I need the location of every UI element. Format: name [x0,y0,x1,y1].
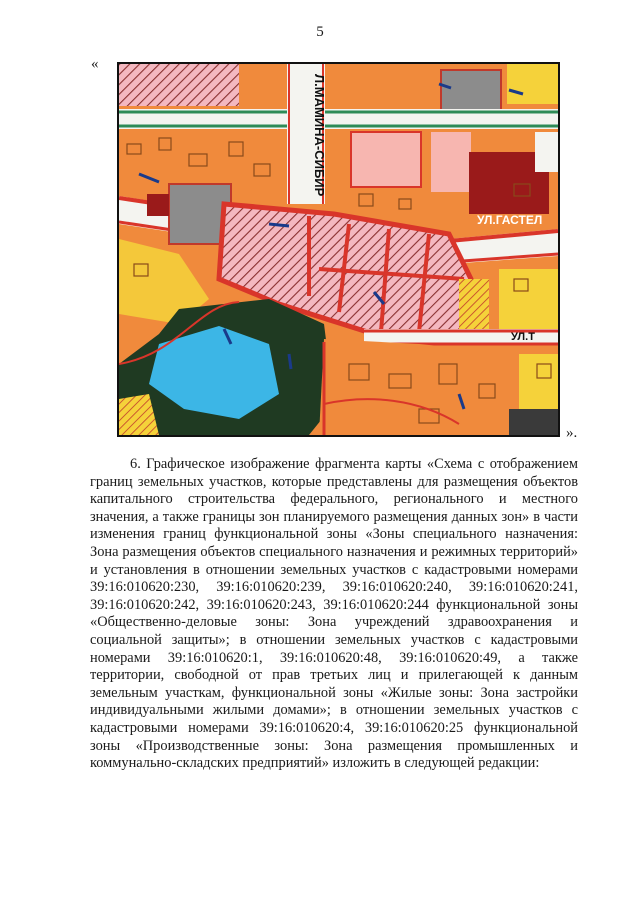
zoning-map [117,62,560,437]
body-text [90,456,578,773]
street-label-gastello: УЛ.ГАСТЕЛ [477,213,543,227]
street-label-mamina: Л.МАМИНА-СИБИР [312,74,327,197]
paragraph-6: 6. Графическое изображение фрагмента карты «Схема с отображением границ земельных участков, которые представлены для размещения объектов капитального строительства федерального, регионального и местного значения, а также границы зон планируемого размещения данных зон» в части изменения границ функциональной зоны «Зоны специального назначения: Зона размещения объектов специального назначения и режимных территорий» и установления в отношении земельных участков с кадастровыми номерами 39:16:010620:230, 39:16:010620:239, 39:16:010620:240, 39:16:010620:241, 39:16:010620:242, 39:16:010620:243, 39:16:010620:244 функциональной зоны «Общественно-деловые зоны: Зона учреждений здравоохранения и социальной защиты»; в отношении земельных участков с кадастровыми номерами 39:16:010620:1, 39:16:010620:48, 39:16:010620:49, а также территории, свободной от прав третьих лиц и прилегающей к данным земельным участкам, функциональной зоны «Жилые зоны: Зона застройки индивидуальными жилыми домами»; в отношении земельных участков с кадастровыми номерами 39:16:010620:4, 39:16:010620:25 функциональной зоны «Производственные зоны: Зона размещения промышленных и коммунально-складских предприятий» изложить в следующей редакции: [90,456,578,772]
street-label-t: УЛ.Т [511,331,535,343]
opening-quote: « [91,56,99,72]
industrial-block [441,70,501,110]
closing-quote: ». [566,425,578,441]
page-number: 5 [316,24,324,40]
